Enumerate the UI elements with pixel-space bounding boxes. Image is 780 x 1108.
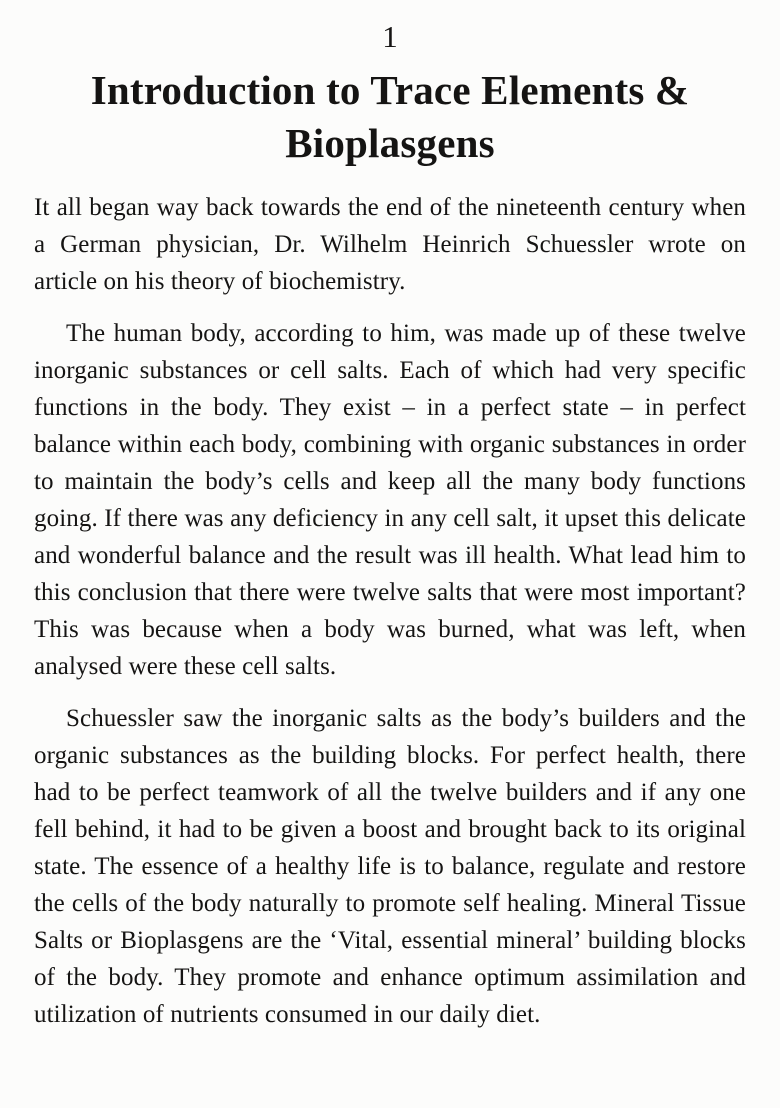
paragraph-3: Schuessler saw the inorganic salts as the body’s builders and the organic substances as the building blocks. For perfect health, there had to be perfect teamwork of all the twelve builders and if any one fell behind, it had to be given a boost and brought back to its original state. The essence of a healthy life is to balance, regulate and restore the cells of the body naturally to promote self healing. Mineral Tissue Salts or Bioplasgens are the ‘Vital, essential mineral’ building blocks of the body. They promote and enhance optimum assimilation and utilization of nutrients consumed in our daily diet. [34, 705, 746, 1029]
chapter-title: Introduction to Trace Elements & Bioplasgens [90, 67, 690, 166]
paragraph-1: It all began way back towards the end of the nineteenth century when a German physician, Dr. Wilhelm Heinrich Schuessler wrote on article on his theory of biochemistry. [34, 194, 746, 296]
chapter-body [34, 189, 746, 1033]
page-number: 1 [382, 19, 398, 54]
paragraph-2: The human body, according to him, was made up of these twelve inorganic substances or cell salts. Each of which had very specific functions in the body. They exist – in a perfect state – in perfect balance within each body, combining with organic substances in order to maintain the body’s cells and keep all the many body functions going. If there was any deficiency in any cell salt, it upset this delicate and wonderful balance and the result was ill health. What lead him to this conclusion that there were twelve salts that were most important? This was because when a body was burned, what was left, when analysed were these cell salts. [34, 320, 746, 681]
